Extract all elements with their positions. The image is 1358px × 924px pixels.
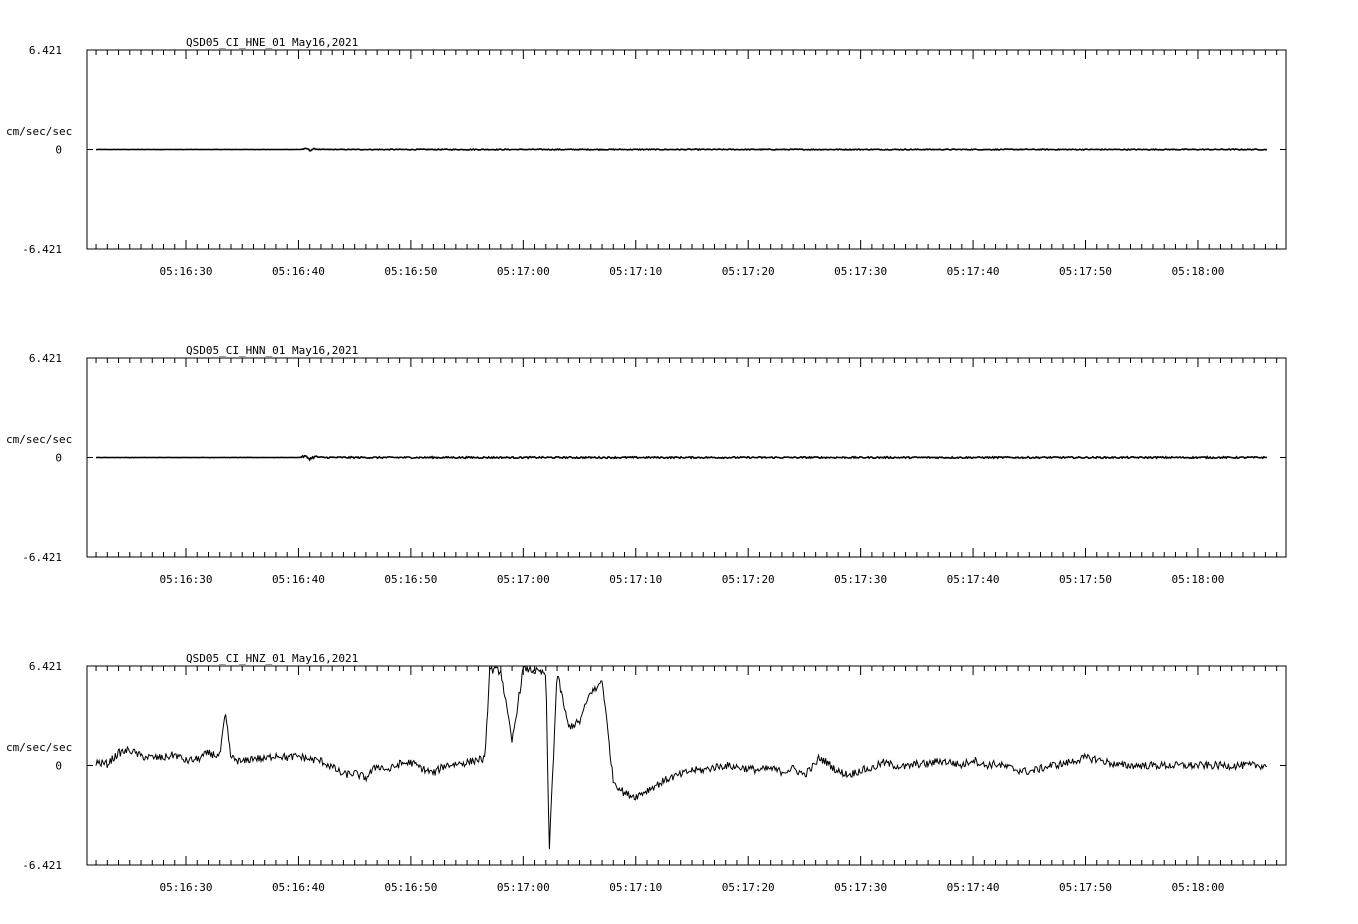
x-tick-label: 05:17:00 <box>496 881 550 894</box>
x-tick-label: 05:17:10 <box>609 265 663 278</box>
panel-3 <box>6 652 1286 894</box>
y-tick-label: 6.421 <box>28 352 62 365</box>
y-tick-label: 0 <box>55 759 62 773</box>
x-tick-label: 05:16:50 <box>384 881 438 894</box>
x-tick-label: 05:18:00 <box>1171 881 1225 894</box>
x-tick-label: 05:17:10 <box>609 573 663 586</box>
x-tick-label: 05:17:00 <box>496 573 550 586</box>
y-tick-label: 6.421 <box>28 660 62 673</box>
x-tick-label: 05:17:30 <box>834 881 888 894</box>
x-tick-label: 05:17:50 <box>1059 573 1113 586</box>
x-tick-label: 05:16:30 <box>159 881 213 894</box>
x-tick-label: 05:17:40 <box>946 881 1000 894</box>
y-tick-label: 6.421 <box>28 44 62 57</box>
y-tick-label: -6.421 <box>22 551 62 564</box>
x-tick-label: 05:17:30 <box>834 573 888 586</box>
panel-title: QSD05_CI_HNE_01 May16,2021 <box>186 36 359 49</box>
x-tick-label: 05:16:40 <box>271 573 325 586</box>
panel-title: QSD05_CI_HNN_01 May16,2021 <box>186 344 359 357</box>
y-tick-label: -6.421 <box>22 859 62 872</box>
x-tick-label: 05:16:40 <box>271 265 325 278</box>
trace-line <box>96 456 1267 460</box>
x-tick-label: 05:17:20 <box>721 573 775 586</box>
x-tick-label: 05:17:10 <box>609 881 663 894</box>
x-tick-label: 05:17:30 <box>834 265 888 278</box>
y-tick-label: -6.421 <box>22 243 62 256</box>
x-tick-label: 05:17:40 <box>946 265 1000 278</box>
y-axis-label: cm/sec/sec <box>6 125 73 138</box>
x-tick-label: 05:16:50 <box>384 265 438 278</box>
x-tick-label: 05:17:50 <box>1059 881 1113 894</box>
x-tick-label: 05:17:00 <box>496 265 550 278</box>
plot-frame <box>87 666 1286 865</box>
panel-title: QSD05_CI_HNZ_01 May16,2021 <box>186 652 359 665</box>
x-tick-label: 05:17:20 <box>721 265 775 278</box>
x-tick-label: 05:17:20 <box>721 881 775 894</box>
x-tick-label: 05:18:00 <box>1171 573 1225 586</box>
y-tick-label: 0 <box>55 451 62 465</box>
trace-line <box>96 148 1267 151</box>
y-tick-label: 0 <box>55 143 62 157</box>
x-tick-label: 05:18:00 <box>1171 265 1225 278</box>
x-tick-label: 05:17:40 <box>946 573 1000 586</box>
panel-2 <box>6 344 1286 586</box>
y-axis-label: cm/sec/sec <box>6 741 73 754</box>
panel-1 <box>6 36 1286 278</box>
trace-line <box>96 667 1267 850</box>
y-axis-label: cm/sec/sec <box>6 433 73 446</box>
x-tick-label: 05:16:40 <box>271 881 325 894</box>
x-tick-label: 05:17:50 <box>1059 265 1113 278</box>
x-tick-label: 05:16:30 <box>159 573 213 586</box>
x-tick-label: 05:16:30 <box>159 265 213 278</box>
x-tick-label: 05:16:50 <box>384 573 438 586</box>
